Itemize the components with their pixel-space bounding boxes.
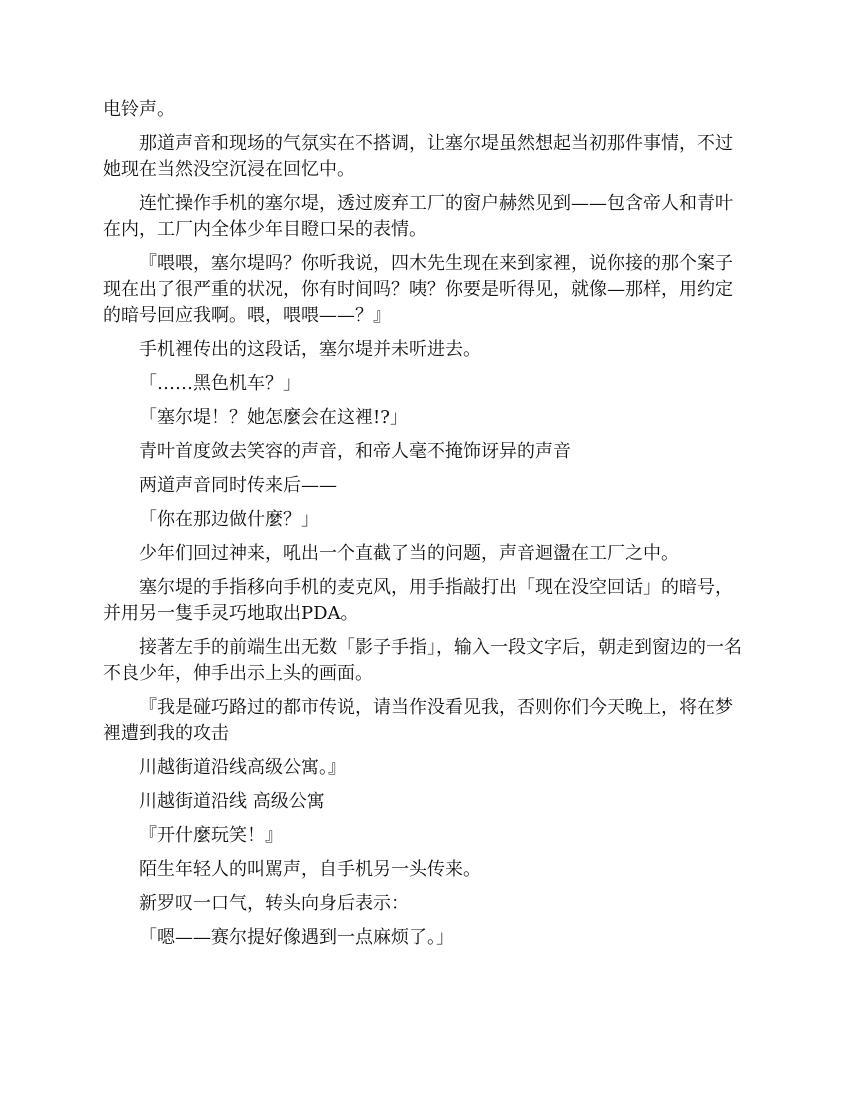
paragraph: 陌生年轻人的叫駡声，自手机另一头传来。 (139, 859, 481, 880)
paragraph: 新罗叹一口气，转头向身后表示： (139, 893, 409, 914)
paragraph: 接著左手的前端生出无数「影子手指」，输入一段文字后，朝走到窗边的一名不良少年，伸手出示上头的画面。 (103, 637, 742, 684)
paragraph: 电铃声。 (103, 99, 175, 120)
paragraph: 两道声音同时传来后—— (139, 475, 337, 496)
paragraph: 少年们回过神来，吼出一个直截了当的问题，声音迴盪在工厂之中。 (139, 543, 679, 564)
paragraph: 青叶首度敛去笑容的声音，和帝人毫不掩饰讶异的声音 (139, 441, 571, 462)
body-text (103, 97, 748, 959)
paragraph: 川越街道沿线 高级公寓 (139, 791, 325, 812)
paragraph: 川越街道沿线高级公寓。』 (139, 757, 346, 778)
quoted-dialogue: 『开什麼玩笑！』 (139, 825, 283, 846)
paragraph: 那道声音和现场的气氛实在不搭调，让塞尔堤虽然想起当初那件事情，不过她现在当然没空沉浸在回忆中。 (103, 133, 733, 180)
quoted-dialogue: 「……黑色机车？」 (139, 373, 301, 394)
paragraph: 塞尔堤的手指移向手机的麦克风，用手指敲打出「现在没空回话」的暗号，并用另一隻手灵巧地取出PDA。 (103, 577, 733, 624)
quoted-dialogue: 「你在那边做什麼？」 (139, 509, 319, 530)
quoted-dialogue: 『喂喂，塞尔堤吗？你听我说，四木先生现在来到家裡，说你接的那个案子现在出了很严重的状况，你有时间吗？咦？你要是听得见，就像—那样，用约定的暗号回应我啊。喂，喂喂——？』 (103, 253, 733, 326)
quoted-dialogue: 「塞尔堤！？她怎麼会在这裡!?」 (139, 407, 408, 428)
paragraph: 手机裡传出的这段话，塞尔堤并未听进去。 (139, 339, 481, 360)
quoted-dialogue: 『我是碰巧路过的都市传说，请当作没看见我，否则你们今天晚上，将在梦裡遭到我的攻击 (103, 697, 733, 744)
quoted-dialogue: 「嗯——赛尔提好像遇到一点麻烦了。」 (139, 927, 454, 948)
paragraph: 连忙操作手机的塞尔堤，透过废弃工厂的窗户赫然见到——包含帝人和青叶在内，工厂内全体少年目瞪口呆的表情。 (103, 193, 733, 240)
